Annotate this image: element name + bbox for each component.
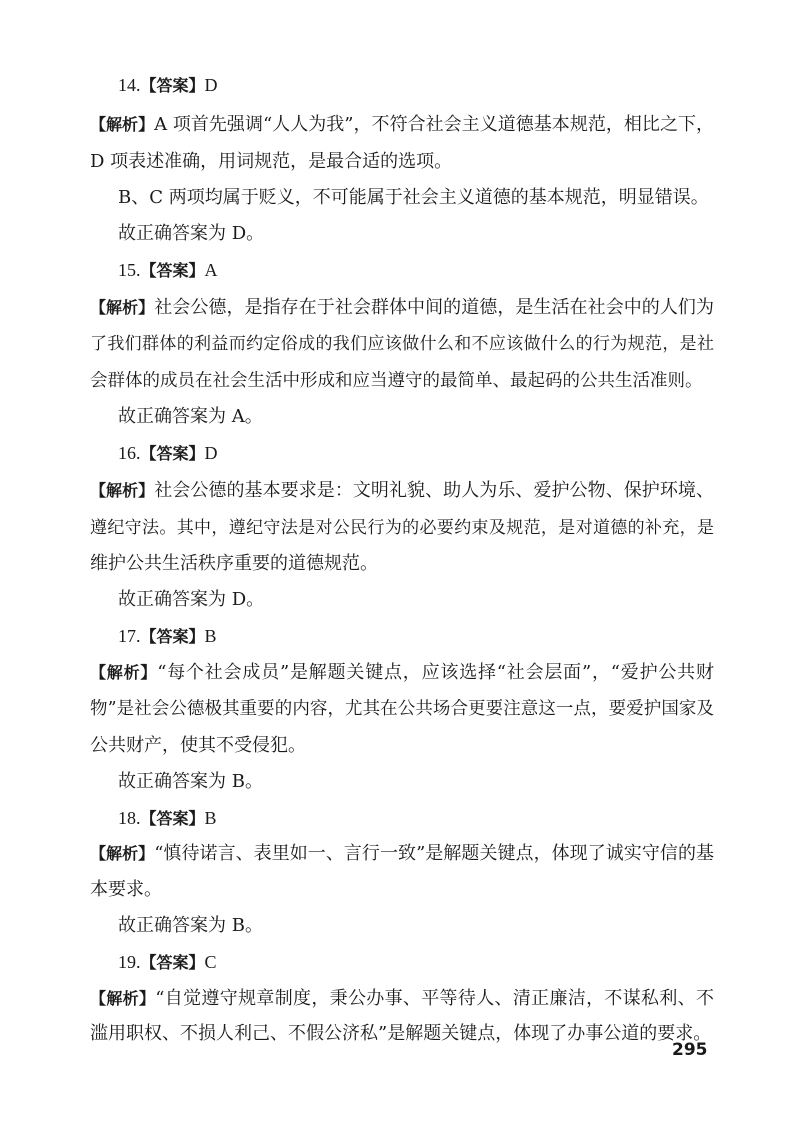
analysis-line: 【解析】社会公德的基本要求是：文明礼貌、助人为乐、爱护公物、保护环境、 — [90, 480, 714, 501]
answer-heading — [118, 73, 218, 98]
analysis-label: 【解析】 — [90, 844, 155, 863]
answer-heading — [118, 624, 217, 649]
analysis-block — [90, 987, 714, 1011]
analysis-label: 【解析】 — [90, 989, 156, 1008]
question-number: 14. — [118, 75, 141, 95]
analysis-block — [90, 479, 714, 503]
answer-heading — [118, 258, 218, 283]
conclusion-line: 故正确答案为 D。 — [118, 589, 265, 610]
analysis-line: 【解析】“自觉遵守规章制度，秉公办事、平等待人、清正廉洁，不谋私利、不 — [90, 988, 714, 1009]
analysis-block — [90, 842, 714, 866]
analysis-label: 【解析】 — [90, 481, 155, 500]
conclusion-line: 故正确答案为 A。 — [118, 406, 263, 427]
analysis-block — [90, 332, 714, 356]
analysis-line: D 项表述准确，用词规范，是最合适的选项。 — [90, 151, 453, 172]
answer-label: 【答案】 — [140, 444, 205, 463]
answer-value: D — [204, 75, 218, 95]
analysis-block — [90, 661, 714, 685]
analysis-line: 公共财产，使其不受侵犯。 — [90, 735, 306, 756]
answer-label: 【答案】 — [140, 627, 205, 646]
analysis-line: 维护公共生活秩序重要的道德规范。 — [90, 553, 378, 574]
analysis-block — [90, 516, 714, 540]
analysis-label: 【解析】 — [90, 663, 158, 682]
question-number: 18. — [118, 808, 141, 828]
answer-label: 【答案】 — [140, 76, 205, 95]
conclusion-line: 故正确答案为 D。 — [118, 223, 265, 244]
analysis-line: 物”是社会公德极其重要的内容，尤其在公共场合更要注意这一点，要爱护国家及 — [90, 699, 714, 719]
answer-value: B — [204, 626, 217, 646]
answer-label: 【答案】 — [140, 809, 205, 828]
analysis-line: 了我们群体的利益而约定俗成的我们应该做什么和不应该做什么的行为规范，是社 — [90, 334, 714, 354]
answer-value: A — [204, 260, 218, 280]
answer-heading — [118, 950, 217, 975]
analysis-line: 【解析】“慎待诺言、表里如一、言行一致”是解题关键点，体现了诚实守信的基 — [90, 843, 714, 864]
analysis-line: 本要求。 — [90, 879, 162, 900]
analysis-label: 【解析】 — [90, 115, 155, 134]
analysis-label: 【解析】 — [90, 298, 155, 317]
analysis-line: 【解析】“每个社会成员”是解题关键点，应该选择“社会层面”，“爱护公共财 — [90, 662, 714, 683]
answer-value: C — [204, 952, 217, 972]
answer-value: B — [204, 808, 217, 828]
page-number: 295 — [672, 1040, 708, 1060]
analysis-extra-line: B、C 两项均属于贬义，不可能属于社会主义道德的基本规范，明显错误。 — [118, 187, 709, 208]
analysis-line: 滥用职权、不损人利己、不假公济私”是解题关键点，体现了办事公道的要求。 — [90, 1023, 712, 1044]
analysis-line: 遵纪守法。其中，遵纪守法是对公民行为的必要约束及规范，是对道德的补充，是 — [90, 518, 714, 538]
answer-heading — [118, 441, 218, 466]
answer-value: D — [204, 443, 218, 463]
question-number: 19. — [118, 952, 141, 972]
analysis-line: 【解析】A 项首先强调“人人为我”，不符合社会主义道德基本规范，相比之下， — [90, 114, 714, 135]
analysis-line: 【解析】社会公德，是指存在于社会群体中间的道德，是生活在社会中的人们为 — [90, 297, 714, 318]
answer-label: 【答案】 — [140, 953, 205, 972]
conclusion-line: 故正确答案为 B。 — [118, 915, 263, 936]
question-number: 15. — [118, 260, 141, 280]
answer-heading — [118, 806, 217, 831]
question-number: 16. — [118, 443, 141, 463]
analysis-block — [90, 113, 714, 137]
question-number: 17. — [118, 626, 141, 646]
analysis-line: 会群体的成员在社会生活中形成和应当遵守的最简单、最起码的公共生活准则。 — [90, 371, 703, 391]
conclusion-line: 故正确答案为 B。 — [118, 771, 263, 792]
answer-label: 【答案】 — [140, 261, 205, 280]
analysis-block — [90, 296, 714, 320]
analysis-block — [90, 697, 714, 721]
